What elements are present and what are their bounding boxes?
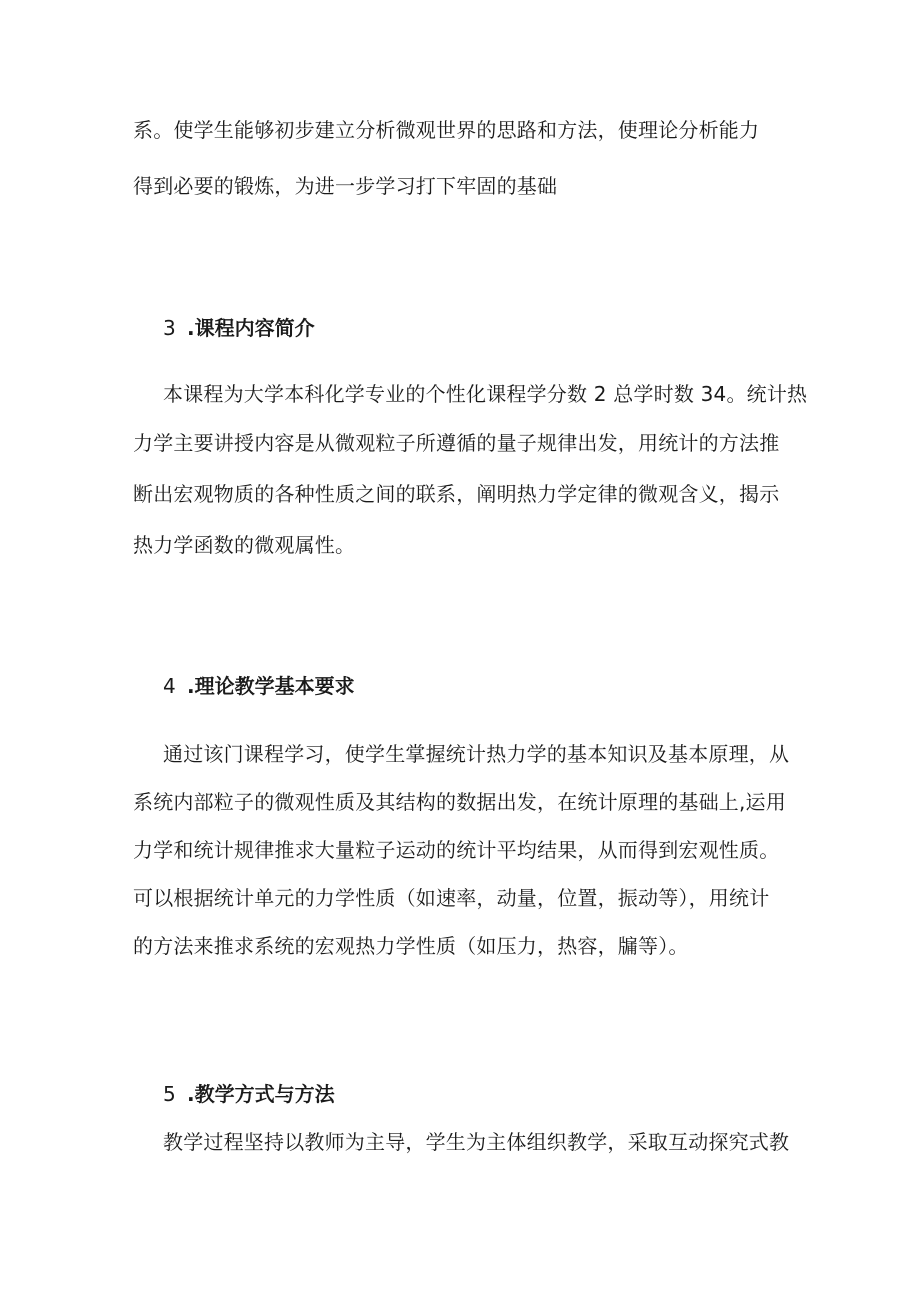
section-3-title: .课程内容简介 xyxy=(187,316,315,340)
section-3-heading xyxy=(163,314,315,342)
section-4-line-1: 通过该门课程学习，使学生掌握统计热力学的基本知识及基本原理，从 xyxy=(163,742,790,766)
section-3-line-3: 断出宏观物质的各种性质之间的联系，阐明热力学定律的微观含义，揭示 xyxy=(133,482,780,506)
section-3-line-4: 热力学函数的微观属性。 xyxy=(133,533,356,557)
section-4-heading xyxy=(163,672,355,700)
section-4-number: 4 xyxy=(163,674,176,698)
section-5-number: 5 xyxy=(163,1082,176,1106)
section-3-number: 3 xyxy=(163,316,176,340)
section-5-title: .教学方式与方法 xyxy=(187,1082,335,1106)
section-4-line-3: 力学和统计规律推求大量粒子运动的统计平均结果，从而得到宏观性质。 xyxy=(133,838,780,862)
section-3-line-2: 力学主要讲授内容是从微观粒子所遵循的量子规律出发，用统计的方法推 xyxy=(133,431,780,455)
section-4-line-5: 的方法来推求系统的宏观热力学性质（如压力，热容，牖等）。 xyxy=(133,934,689,958)
section-4-title: .理论教学基本要求 xyxy=(187,674,355,698)
section-4-line-2: 系统内部粒子的微观性质及其结构的数据出发，在统计原理的基础上,运用 xyxy=(133,790,786,814)
section-3-line-1: 本课程为大学本科化学专业的个性化课程学分数 2 总学时数 34。统计热 xyxy=(163,382,808,406)
section-5-heading xyxy=(163,1080,335,1108)
section-5-line-1: 教学过程坚持以教师为主导，学生为主体组织教学，采取互动探究式教 xyxy=(163,1130,790,1154)
section-4-line-4: 可以根据统计单元的力学性质（如速率，动量，位置，振动等），用统计 xyxy=(133,886,770,910)
intro-line-2: 得到必要的锻炼，为进一步学习打下牢固的基础 xyxy=(133,174,558,198)
intro-line-1: 系。使学生能够初步建立分析微观世界的思路和方法，使理论分析能力 xyxy=(133,118,760,142)
